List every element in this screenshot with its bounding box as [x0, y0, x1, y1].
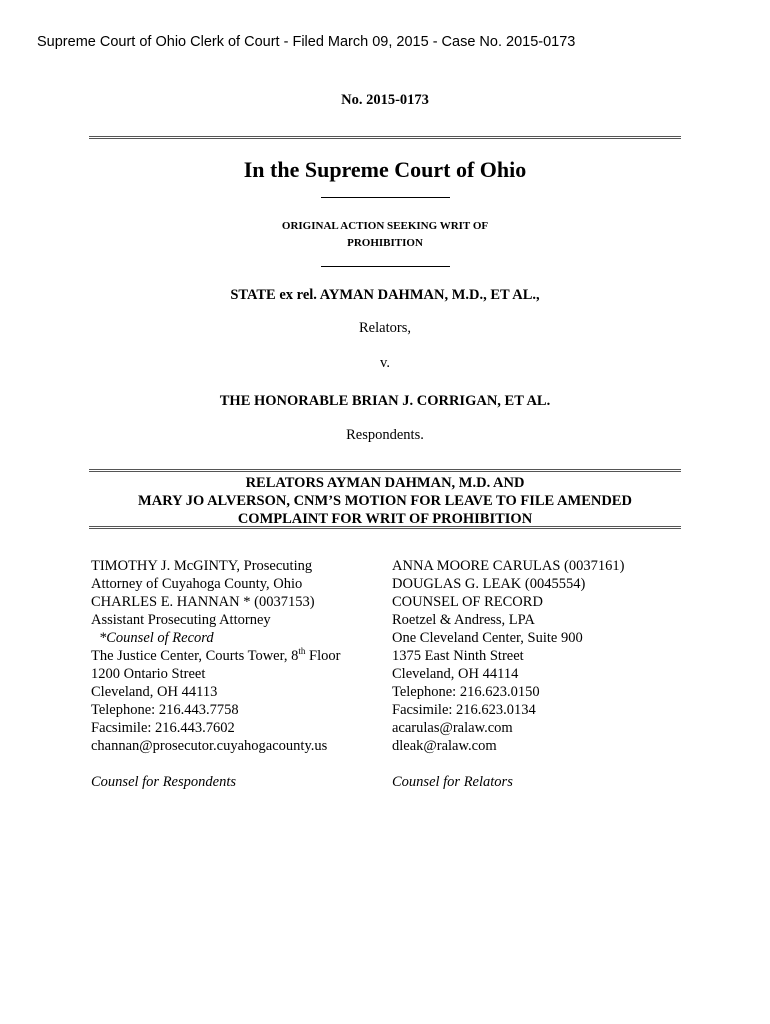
ordinal-suffix: th — [298, 646, 306, 657]
counsel-facsimile: Facsimile: 216.443.7602 — [91, 720, 235, 736]
motion-title — [0, 474, 770, 528]
case-number: No. 2015-0173 — [341, 92, 429, 108]
action-caption — [0, 218, 770, 252]
filing-stamp: Supreme Court of Ohio Clerk of Court - Filed March 09, 2015 - Case No. 2015-0173 — [37, 34, 576, 50]
counsel-line: COUNSEL OF RECORD — [392, 594, 543, 610]
short-rule-1 — [321, 197, 450, 198]
short-rule-2 — [321, 266, 450, 267]
counsel-email: dleak@ralaw.com — [392, 738, 497, 754]
counsel-line: TIMOTHY J. McGINTY, Prosecuting — [91, 558, 313, 574]
counsel-line: Cleveland, OH 44113 — [91, 684, 218, 700]
respondents-role: Respondents. — [346, 427, 424, 443]
counsel-line: 1375 East Ninth Street — [392, 648, 524, 664]
action-line-2: PROHIBITION — [347, 237, 423, 249]
counsel-facsimile: Facsimile: 216.623.0134 — [392, 702, 536, 718]
counsel-line: Assistant Prosecuting Attorney — [91, 612, 271, 628]
address-floor: Floor — [305, 648, 341, 664]
respondents-counsel-block — [91, 557, 340, 791]
counsel-line: Attorney of Cuyahoga County, Ohio — [91, 576, 303, 592]
divider-top — [89, 136, 681, 139]
action-line-1: ORIGINAL ACTION SEEKING WRIT OF — [281, 220, 489, 232]
counsel-line: Cleveland, OH 44114 — [392, 666, 519, 682]
counsel-line: ANNA MOORE CARULAS (0037161) — [392, 558, 625, 574]
counsel-line: DOUGLAS G. LEAK (0045554) — [392, 576, 586, 592]
counsel-telephone: Telephone: 216.443.7758 — [91, 702, 239, 718]
respondents-name: THE HONORABLE BRIAN J. CORRIGAN, ET AL. — [219, 393, 551, 409]
divider-motion-bottom — [89, 526, 681, 529]
counsel-line: CHARLES E. HANNAN * (0037153) — [91, 594, 315, 610]
address-text: The Justice Center, Courts Tower, 8 — [91, 648, 299, 664]
counsel-email: channan@prosecutor.cuyahogacounty.us — [91, 738, 328, 754]
versus: v. — [380, 355, 390, 371]
counsel-of-record-note: *Counsel of Record — [99, 630, 214, 646]
relators-role: Relators, — [359, 320, 411, 336]
motion-line-3: COMPLAINT FOR WRIT OF PROHIBITION — [237, 511, 533, 527]
counsel-address-line — [91, 647, 340, 665]
relators-name: STATE ex rel. AYMAN DAHMAN, M.D., ET AL., — [230, 287, 540, 303]
counsel-email: acarulas@ralaw.com — [392, 720, 513, 736]
court-title: In the Supreme Court of Ohio — [243, 157, 527, 182]
motion-line-2: MARY JO ALVERSON, CNM’S MOTION FOR LEAVE TO FILE AMENDED — [138, 493, 632, 509]
divider-motion-top — [89, 469, 681, 472]
counsel-line: 1200 Ontario Street — [91, 666, 206, 682]
counsel-line: One Cleveland Center, Suite 900 — [392, 630, 583, 646]
relators-counsel-label: Counsel for Relators — [392, 774, 513, 790]
counsel-telephone: Telephone: 216.623.0150 — [392, 684, 540, 700]
respondents-counsel-label: Counsel for Respondents — [91, 774, 236, 790]
relators-counsel-block — [392, 557, 624, 791]
counsel-line: Roetzel & Andress, LPA — [392, 612, 535, 628]
motion-line-1: RELATORS AYMAN DAHMAN, M.D. AND — [245, 475, 525, 491]
